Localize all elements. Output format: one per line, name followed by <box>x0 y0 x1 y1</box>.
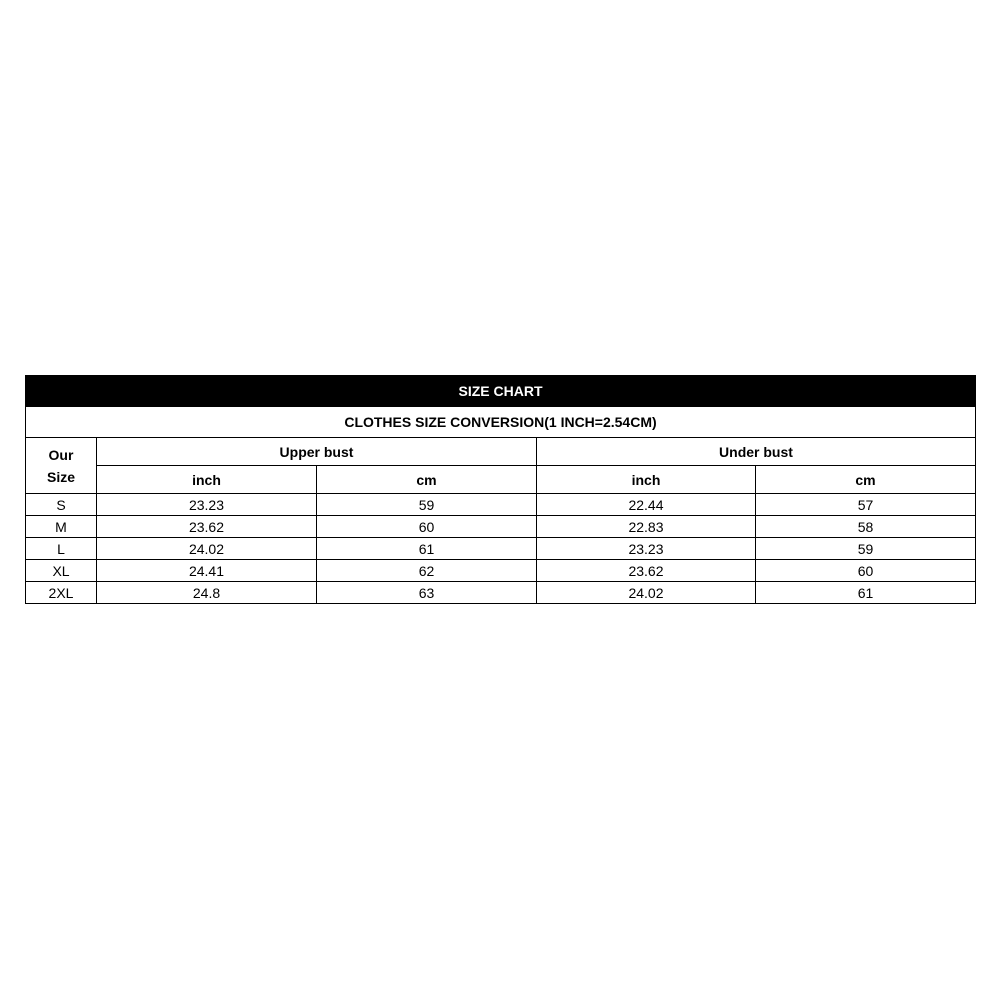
under-bust-inch-cell: 22.83 <box>537 516 756 538</box>
upper-bust-inch-cell: 24.8 <box>97 582 317 604</box>
upper-bust-cm-cell: 59 <box>317 494 537 516</box>
upper-bust-inch-cell: 24.02 <box>97 538 317 560</box>
under-bust-header: Under bust <box>537 438 976 466</box>
subtitle-row <box>26 407 976 438</box>
under-bust-cm-cell: 59 <box>756 538 976 560</box>
upper-bust-cm-cell: 63 <box>317 582 537 604</box>
under-bust-inch-cell: 22.44 <box>537 494 756 516</box>
size-cell: S <box>26 494 97 516</box>
chart-title: SIZE CHART <box>26 376 976 407</box>
under-bust-cm-cell: 61 <box>756 582 976 604</box>
upper-bust-inch-cell: 23.62 <box>97 516 317 538</box>
table-row <box>26 494 976 516</box>
size-chart-table <box>25 375 976 604</box>
upper-bust-inch-header: inch <box>97 466 317 494</box>
size-cell: M <box>26 516 97 538</box>
size-cell: 2XL <box>26 582 97 604</box>
group-header-row <box>26 438 976 466</box>
unit-header-row <box>26 466 976 494</box>
title-row <box>26 376 976 407</box>
under-bust-cm-cell: 60 <box>756 560 976 582</box>
under-bust-inch-cell: 23.23 <box>537 538 756 560</box>
table-row <box>26 582 976 604</box>
our-size-header <box>26 438 97 494</box>
under-bust-inch-header: inch <box>537 466 756 494</box>
upper-bust-header: Upper bust <box>97 438 537 466</box>
upper-bust-inch-cell: 23.23 <box>97 494 317 516</box>
under-bust-cm-cell: 58 <box>756 516 976 538</box>
table-row <box>26 538 976 560</box>
upper-bust-cm-cell: 61 <box>317 538 537 560</box>
upper-bust-cm-header: cm <box>317 466 537 494</box>
our-size-header-line1: Our <box>48 446 74 463</box>
under-bust-inch-cell: 23.62 <box>537 560 756 582</box>
size-cell: XL <box>26 560 97 582</box>
table-row <box>26 516 976 538</box>
table-row <box>26 560 976 582</box>
our-size-header-line2: Size <box>46 468 75 485</box>
upper-bust-cm-cell: 60 <box>317 516 537 538</box>
upper-bust-cm-cell: 62 <box>317 560 537 582</box>
size-cell: L <box>26 538 97 560</box>
chart-subtitle: CLOTHES SIZE CONVERSION(1 INCH=2.54CM) <box>26 407 976 438</box>
under-bust-cm-cell: 57 <box>756 494 976 516</box>
under-bust-inch-cell: 24.02 <box>537 582 756 604</box>
under-bust-cm-header: cm <box>756 466 976 494</box>
upper-bust-inch-cell: 24.41 <box>97 560 317 582</box>
